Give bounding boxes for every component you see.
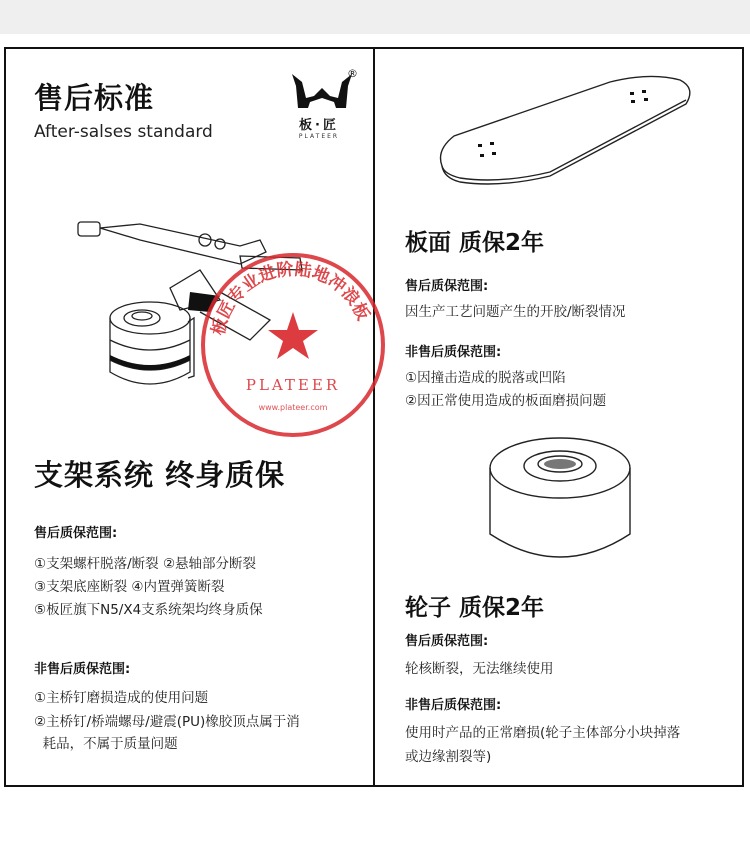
left-warranty-item: ③支架底座断裂 ④内置弹簧断裂 bbox=[34, 579, 225, 595]
svg-text:板匠专业进阶陆地冲浪板: 板匠专业进阶陆地冲浪板 bbox=[208, 259, 373, 338]
svg-text:PLATEER: PLATEER bbox=[245, 376, 341, 394]
page-title: 售后标准 bbox=[34, 81, 155, 115]
deck-warranty-label: 售后质保范围: bbox=[405, 279, 489, 294]
left-warranty-item: ①支架螺杆脱落/断裂 ②悬轴部分断裂 bbox=[34, 556, 257, 572]
registered-mark: ® bbox=[347, 67, 358, 80]
company-seal-stamp bbox=[198, 250, 388, 440]
left-non-warranty-label: 非售后质保范围: bbox=[34, 662, 131, 677]
wheel-warranty-label: 售后质保范围: bbox=[405, 634, 489, 649]
svg-text:www.plateer.com: www.plateer.com bbox=[258, 403, 328, 412]
deck-title: 板面 质保2年 bbox=[405, 230, 545, 256]
left-warranty-item: ⑤板匠旗下N5/X4支系统架均终身质保 bbox=[34, 602, 263, 618]
deck-non-warranty-item: ②因正常使用造成的板面磨损问题 bbox=[405, 393, 607, 409]
left-non-warranty-item: ②主桥钉/桥端螺母/避震(PU)橡胶顶点属于消 bbox=[34, 714, 300, 730]
deck-non-warranty-label: 非售后质保范围: bbox=[405, 345, 502, 360]
left-non-warranty-item: 耗品，不属于质量问题 bbox=[34, 736, 178, 752]
wheel-illustration bbox=[480, 430, 640, 570]
wheel-title: 轮子 质保2年 bbox=[405, 595, 545, 621]
wheel-warranty-item: 轮核断裂，无法继续使用 bbox=[405, 661, 554, 677]
left-section-title: 支架系统 终身质保 bbox=[34, 458, 286, 492]
left-non-warranty-item: ①主桥钉磨损造成的使用问题 bbox=[34, 690, 209, 706]
wheel-non-warranty-item: 使用时产品的正常磨损(轮子主体部分小块掉落 bbox=[405, 725, 681, 741]
brand-sub: PLATEER bbox=[298, 133, 340, 140]
left-warranty-label: 售后质保范围: bbox=[34, 526, 118, 541]
deck-illustration bbox=[430, 70, 700, 190]
page-subtitle: After-salses standard bbox=[34, 122, 213, 142]
top-band bbox=[0, 0, 750, 34]
deck-non-warranty-item: ①因撞击造成的脱落或凹陷 bbox=[405, 370, 566, 386]
brand-name: 板·匠 bbox=[299, 118, 339, 133]
wheel-non-warranty-label: 非售后质保范围: bbox=[405, 698, 502, 713]
wheel-non-warranty-item: 或边缘割裂等) bbox=[405, 749, 492, 765]
deck-warranty-item: 因生产工艺问题产生的开胶/断裂情况 bbox=[405, 304, 626, 320]
